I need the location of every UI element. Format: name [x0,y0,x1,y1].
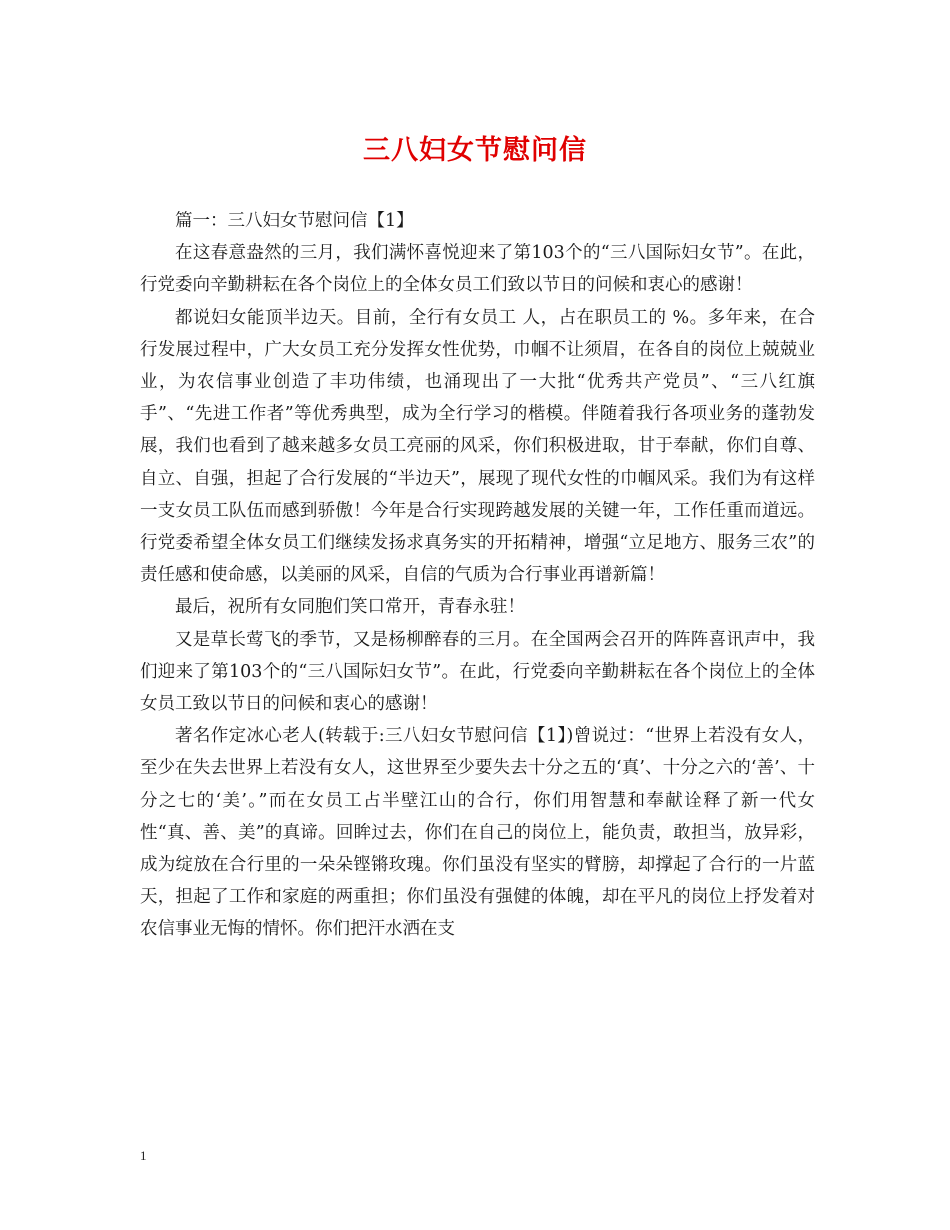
page-title: 三八妇女节慰问信 [363,135,587,166]
paragraph: 都说妇女能顶半边天。目前，全行有女员工 人，占在职员工的 %。多年来，在合行发展过程中，广大女员工充分发挥女性优势，巾帼不让须眉，在各自的岗位上兢兢业业，为农信事业创造了丰功伟绩，也涌现出了一大批“优秀共产党员”、“三八红旗手”、“先进工作者”等优秀典型，成为全行学习的楷模。伴随着我行各项业务的蓬勃发展，我们也看到了越来越多女员工亮丽的风采，你们积极进取，甘于奉献，你们自尊、自立、自强，担起了合行发展的“半边天”，展现了现代女性的巾帼风采。我们为有这样一支女员工队伍而感到骄傲！今年是合行实现跨越发展的关键一年，工作任重而道远。行党委希望全体女员工们继续发扬求真务实的开拓精神，增强“立足地方、服务三农”的责任感和使命感，以美丽的风采，自信的气质为合行事业再谱新篇！ [140,307,815,586]
page-number: 1 [140,1148,147,1163]
paragraph: 在这春意盎然的三月，我们满怀喜悦迎来了第103个的“三八国际妇女节”。在此，行党委向辛勤耕耘在各个岗位上的全体女员工们致以节日的问候和衷心的感谢！ [140,243,815,296]
section-heading: 篇一：三八妇女节慰问信【1】 [175,211,414,231]
paragraph: 又是草长莺飞的季节，又是杨柳醉春的三月。在全国两会召开的阵阵喜讯声中，我们迎来了第103个的“三八国际妇女节”。在此，行党委向辛勤耕耘在各个岗位上的全体女员工致以节日的问候和衷心的感谢！ [140,629,815,715]
paragraph: 最后，祝所有女同胞们笑口常开，青春永驻！ [175,597,525,618]
document-body [140,205,815,946]
paragraph: 著名作定冰心老人(转载于:三八妇女节慰问信【1】)曾说过：“世界上若没有女人，至少在失去世界上若没有女人，这世界至少要失去十分之五的‘真’、十分之六的‘善’、十分之七的‘美’。”而在女员工占半壁江山的合行，你们用智慧和奉献诠释了新一代女性“真、善、美”的真谛。回眸过去，你们在自己的岗位上，能负责，敢担当，放异彩，成为绽放在合行里的一朵朵铿锵玫瑰。你们虽没有坚实的臂膀，却撑起了合行的一片蓝天，担起了工作和家庭的两重担；你们虽没有强健的体魄，却在平凡的岗位上抒发着对农信事业无悔的情怀。你们把汗水洒在支 [140,726,815,940]
